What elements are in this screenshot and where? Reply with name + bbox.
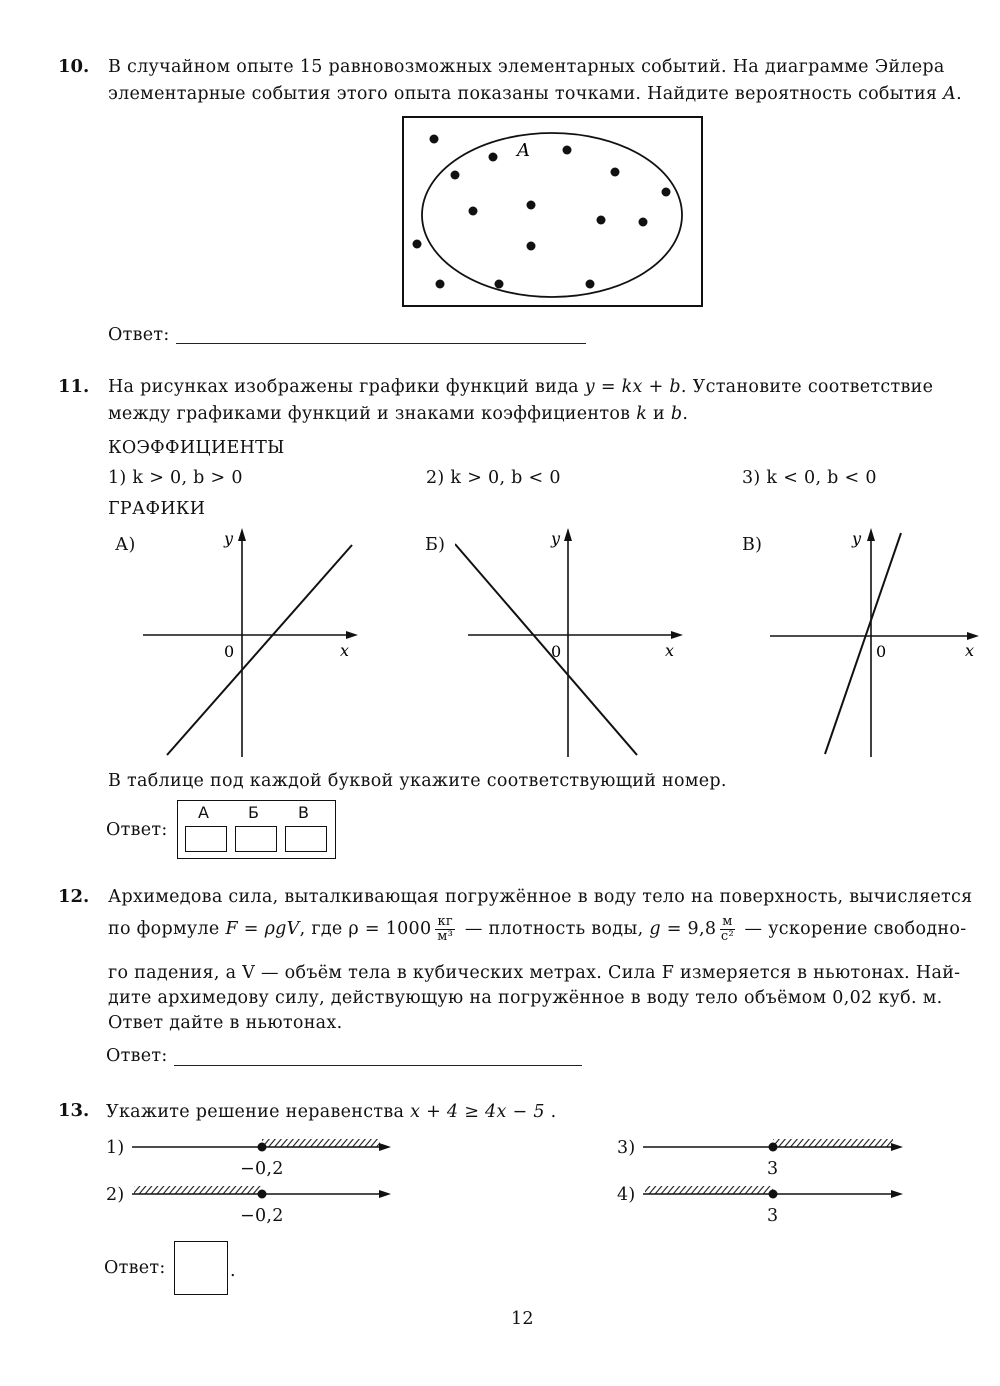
q13-option-2-label[interactable]: 2) xyxy=(106,1185,125,1205)
q13-option-3-value: 3 xyxy=(767,1159,779,1179)
q12-text-line2: по формуле F = ρgV, где ρ = 1000 $\frac{кг}{\text{м³}}$ — плотность воды, g = 9,8 $\frac{м}{\text{с²}}$ — ускорение свободно- xyxy=(108,914,967,944)
graph-a-y-label: y xyxy=(224,529,234,548)
graph-a-x-label: x xyxy=(340,641,350,660)
answer-table-header-a: А xyxy=(198,803,209,822)
rho-unit-fraction: $\frac{кг}{\text{м³}}$ xyxy=(437,914,454,944)
page-number: 12 xyxy=(511,1309,534,1329)
q13-option-1-point xyxy=(258,1143,267,1152)
q11-answer-label: Ответ: xyxy=(106,820,168,840)
graph-c-y-label: y xyxy=(852,529,862,548)
q12-text-line1: Архимедова сила, выталкивающая погружённое в воду тело на поверхность, вычисляется xyxy=(108,887,973,907)
graph-b-label: Б) xyxy=(425,535,446,555)
answer-table-header-c: В xyxy=(298,803,309,822)
coefficients-header: КОЭФФИЦИЕНТЫ xyxy=(108,438,285,458)
q13-option-4-value: 3 xyxy=(767,1206,779,1226)
q10-text-line1: В случайном опыте 15 равновозможных элементарных событий. На диаграмме Эйлера xyxy=(108,57,945,77)
q13-option-4-label[interactable]: 4) xyxy=(617,1185,636,1205)
answer-table-header-b: Б xyxy=(248,803,259,822)
q13-option-2-point xyxy=(258,1190,267,1199)
g-unit-fraction: $\frac{м}{\text{с²}}$ xyxy=(720,914,734,944)
graph-c-zero: 0 xyxy=(876,642,887,661)
graph-c-x-label: x xyxy=(965,641,975,660)
coefficient-option-3: 3) k < 0, b < 0 xyxy=(742,468,877,488)
graph-b-zero: 0 xyxy=(551,642,562,661)
q13-option-3-point xyxy=(769,1143,778,1152)
q13-option-1-value: −0,2 xyxy=(240,1159,284,1179)
q11-text-line2: между графиками функций и знаками коэффициентов k и b. xyxy=(108,404,689,424)
q12-text-line3: го падения, а V — объём тела в кубических метрах. Сила F измеряется в ньютонах. Най- xyxy=(108,963,961,983)
graph-c-label: В) xyxy=(742,535,763,555)
q13-answer-label: Ответ: xyxy=(104,1258,166,1278)
coefficient-option-2: 2) k > 0, b < 0 xyxy=(426,468,561,488)
q12-text-line5: Ответ дайте в ньютонах. xyxy=(108,1013,343,1033)
q13-option-2-value: −0,2 xyxy=(240,1206,284,1226)
graph-b-x-label: x xyxy=(665,641,675,660)
q11-number: 11. xyxy=(58,376,90,397)
coefficient-option-1: 1) k > 0, b > 0 xyxy=(108,468,243,488)
q12-answer-label: Ответ: xyxy=(106,1046,168,1066)
graphs-header: ГРАФИКИ xyxy=(108,499,206,519)
q13-answer-box[interactable] xyxy=(174,1241,228,1295)
q13-text-line1: Укажите решение неравенства x + 4 ≥ 4x − 5 . xyxy=(106,1102,557,1122)
q10-answer-label: Ответ: xyxy=(108,325,170,345)
graph-b-y-label: y xyxy=(551,529,561,548)
graph-a-zero: 0 xyxy=(224,642,235,661)
q13-option-4-line xyxy=(643,1186,903,1199)
q13-option-4-point xyxy=(769,1190,778,1199)
set-a-label: A xyxy=(517,140,530,161)
q13-option-3-label[interactable]: 3) xyxy=(617,1138,636,1158)
graph-a-label: А) xyxy=(115,535,136,555)
q11-text-line1: На рисунках изображены графики функций вида y = kx + b. Установите соответствие xyxy=(108,377,934,397)
q13-number: 13. xyxy=(58,1100,90,1121)
q12-text-line4: дите архимедову силу, действующую на погружённое в воду тело объёмом 0,02 куб. м. xyxy=(108,988,943,1008)
q10-number: 10. xyxy=(58,56,90,77)
q13-option-1-label[interactable]: 1) xyxy=(106,1138,125,1158)
q11-table-instruction: В таблице под каждой буквой укажите соответствующий номер. xyxy=(108,771,727,791)
q13-option-1-line xyxy=(132,1139,391,1152)
q10-text-line2: элементарные события этого опыта показаны точками. Найдите вероятность события A. xyxy=(108,84,962,104)
q12-number: 12. xyxy=(58,886,90,907)
q13-answer-dot: . xyxy=(230,1261,236,1281)
q13-option-2-line xyxy=(132,1186,391,1199)
q13-option-3-line xyxy=(643,1139,903,1152)
